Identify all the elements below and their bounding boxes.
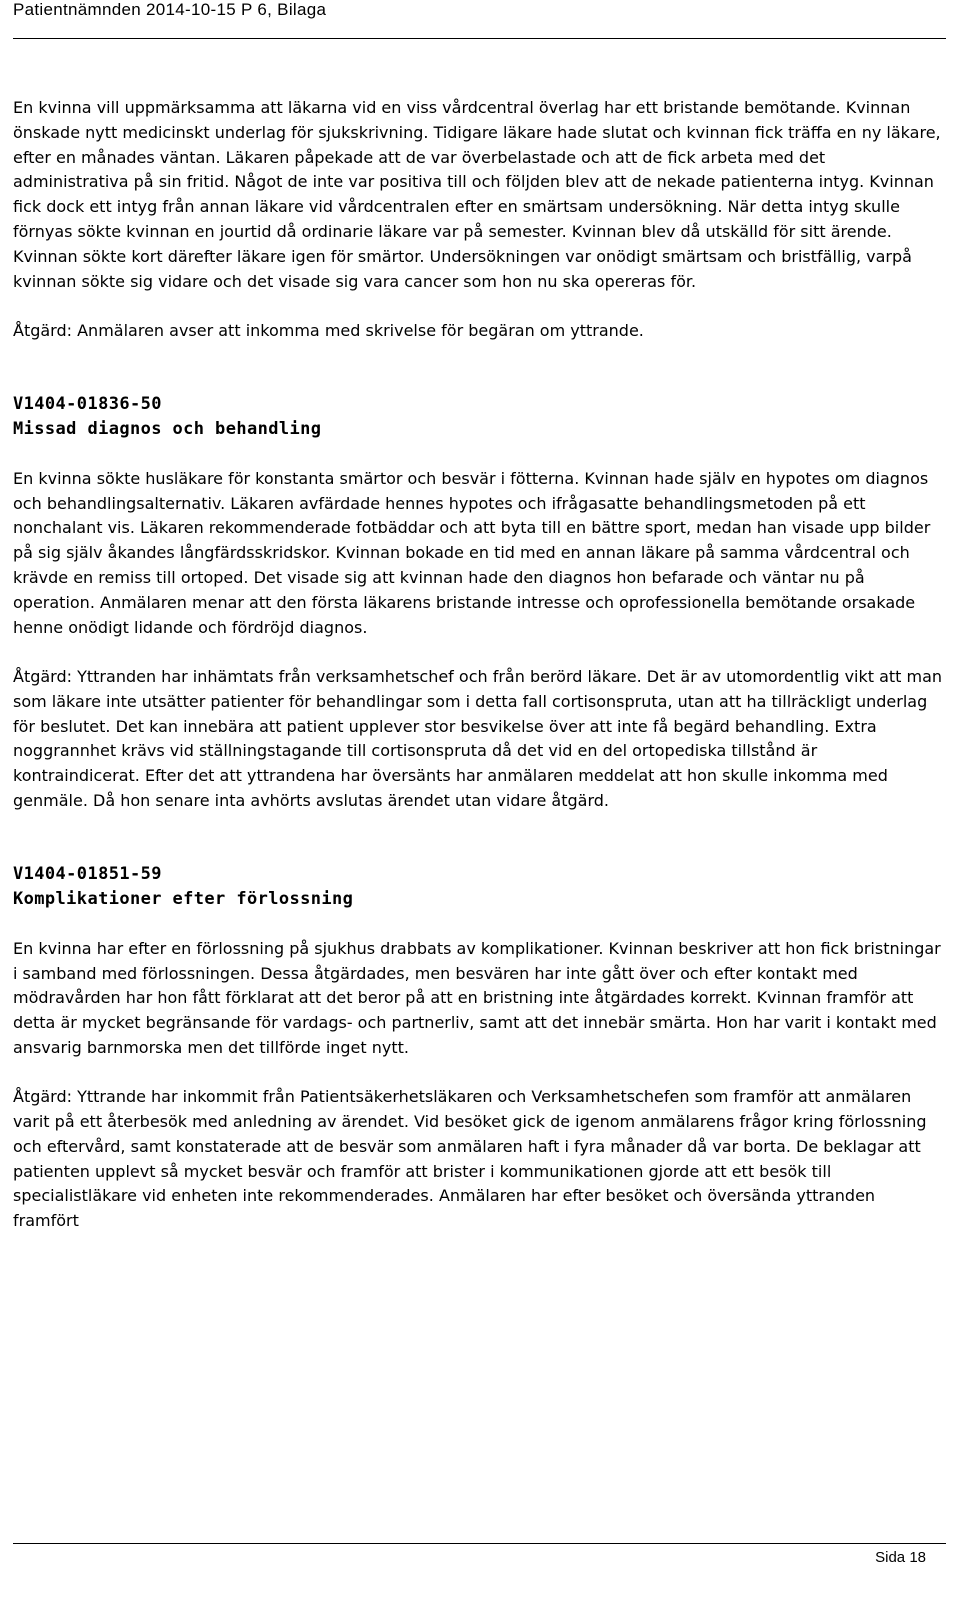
- paragraph: En kvinna sökte husläkare för konstanta smärtor och besvär i fötterna. Kvinnan hade själv en hypotes om diagnos och behandlingsalternativ. Läkaren avfärdade hennes hypotes och ifrågasatte behandlingsmetoden på ett nonchalant vis. Läkaren rekommenderade fotbäddar och att byta till en bättre sport, medan han visade upp bilder på sig själv åkandes långfärdsskridskor. Kvinnan bokade en tid med en annan läkare på samma vårdcentral och krävde en remiss till ortoped. Det visade sig att kvinnan hade den diagnos hon befarade och väntar nu på operation. Anmälaren menar att den första läkarens bristande intresse och oprofessionella bemötande orsakade henne onödigt lidande och fördröjd diagnos.: [13, 468, 931, 637]
- case-title: Komplikationer efter förlossning: [13, 888, 354, 909]
- header-title: Patientnämnden 2014-10-15 P 6, Bilaga: [13, 0, 327, 19]
- case-id: V1404-01836-50: [13, 393, 162, 414]
- page-header: [13, 0, 946, 39]
- action-paragraph: Åtgärd: Yttrande har inkommit från Patientsäkerhetsläkaren och Verksamhetschefen som framför att anmälaren varit på ett återbesök med anledning av ärendet. Vid besöket gick de igenom anmälarens frågor kring förlossning och eftervård, samt konstaterade att de besvär som anmälaren haft i fyra månader då var borta. De beklagar att patienten upplevt så mycket besvär och framför att brister i kommunikationen gjorde att ett besök till specialistläkare vid enheten inte rekommenderades. Anmälaren har efter besöket och översända yttranden framfört: [13, 1087, 927, 1231]
- action-paragraph: Åtgärd: Yttranden har inhämtats från verksamhetschef och från berörd läkare. Det är av utomordentlig vikt att man som läkare inte utsätter patienter för behandlingar som i detta fall cortisonspruta, utan att ha tillräckligt underlag för beslutet. Det kan innebära att patient upplever stor besvikelse över att inte få begärd behandling. Extra noggrannhet krävs vid ställningstagande till cortisonspruta då det vid en del ortopediska tillstånd är kontraindicerat. Efter det att yttrandena har översänts har anmälaren meddelat att hon skulle inkomma med genmäle. Då hon senare inta avhörts avslutas ärendet utan vidare åtgärd.: [13, 666, 943, 810]
- document-body: [13, 96, 943, 1259]
- paragraph: En kvinna har efter en förlossning på sjukhus drabbats av komplikationer. Kvinnan beskriver att hon fick bristningar i samband med förlossningen. Dessa åtgärdades, men besvären har inte gått över och efter kontakt med mödravården har hon fått förklarat att det beror på att en bristning inte åtgärdades korrekt. Kvinnan framför att detta är mycket begränsande för vardags- och partnerliv, samt att det innebär smärta. Hon har varit i kontakt med ansvarig barnmorska men det tillförde inget nytt.: [13, 938, 941, 1057]
- case-section: [13, 392, 943, 814]
- page-number: Sida 18: [875, 1549, 926, 1566]
- page-footer: [13, 1543, 946, 1566]
- case-id: V1404-01851-59: [13, 863, 162, 884]
- intro-section: [13, 96, 943, 344]
- action-paragraph: Åtgärd: Anmälaren avser att inkomma med skrivelse för begäran om yttrande.: [13, 320, 644, 340]
- paragraph: En kvinna vill uppmärksamma att läkarna vid en viss vårdcentral överlag har ett bristande bemötande. Kvinnan önskade nytt medicinskt underlag för sjukskrivning. Tidigare läkare hade slutat och kvinnan fick träffa en ny läkare, efter en månades väntan. Läkaren påpekade att de var överbelastade och att de fick arbeta med det administrativa på sin fritid. Något de inte var positiva till och följden blev att de nekade patienterna intyg. Kvinnan fick dock ett intyg från annan läkare vid vårdcentralen efter en smärtsam undersökning. När detta intyg skulle förnyas sökte kvinnan en jourtid då ordinarie läkare var på semester. Kvinnan blev då utskälld för sitt ärende. Kvinnan sökte kort därefter läkare igen för smärtor. Undersökningen var onödigt smärtsam och bristfällig, varpå kvinnan sökte sig vidare och det visade sig vara cancer som hon nu ska opereras för.: [13, 98, 941, 291]
- case-title: Missad diagnos och behandling: [13, 418, 322, 439]
- case-section: [13, 862, 943, 1234]
